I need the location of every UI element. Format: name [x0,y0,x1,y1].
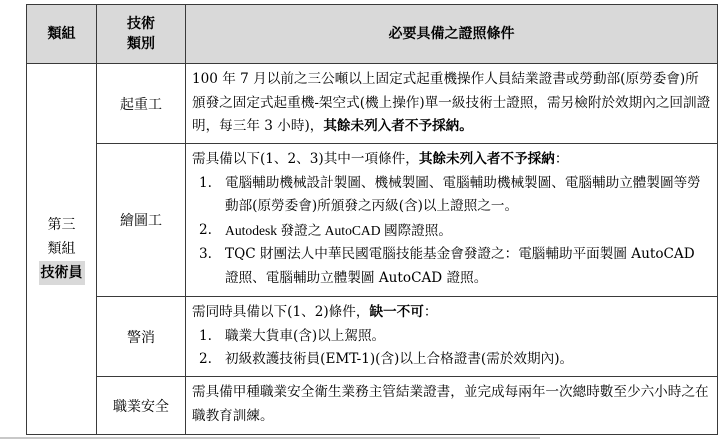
requirement-safety: 需具備甲種職業安全衛生業務主管結業證書，並完成每兩年一次總時數至少六小時之在職教育訓練。 [186,377,718,435]
requirement-crane: 100 年 7 月以前之三公噸以上固定式起重機操作人員結業證書或勞動部(原勞委會)所頒發之固定式起重機-架空式(機上操作)單一級技術士證照，需另檢附於效期內之回訓證明，每三年 3 小時)，其餘未列入者不予採納。 [186,64,718,144]
requirement-drafting [186,144,718,297]
header-row [27,5,718,64]
table-row-safety [27,377,718,435]
category-fire: 警消 [97,297,186,377]
group-cell: 第三 類組 技術員 [27,64,97,435]
list-item: 1. 職業大貨車(含)以上駕照。 [199,327,386,344]
category-drafting: 繪圖工 [97,144,186,297]
certification-requirements-table [26,4,718,435]
header-requirement: 必要具備之證照條件 [186,5,718,64]
header-category: 技術 類別 [97,5,186,64]
group-highlight: 技術員 [39,261,85,285]
list-item: 3. TQC 財團法人中華民國電腦技能基金會發證之：電腦輔助平面製圖 AutoCAD 證照、電腦輔助立體製圖 AutoCAD 證照。 [199,246,695,286]
table-row-fire [27,297,718,377]
page-divider [0,437,540,439]
list-item: 1. 電腦輔助機械設計製圖、機械製圖、電腦輔助機械製圖、電腦輔助立體製圖等勞動部(原勞委會)所頒發之丙級(含)以上證照之一。 [199,174,701,214]
requirement-fire [186,297,718,377]
fire-intro: 需同時具備以下(1、2)條件，缺一不可： [192,304,438,320]
header-group: 類組 [27,5,97,64]
list-item: 2. Autodesk 發證之 AutoCAD 國際證照。 [199,221,452,238]
table-row-crane [27,64,718,144]
drafting-intro: 需具備以下(1、2、3)其中一項條件，其餘未列入者不予採納： [192,151,569,167]
table-row-drafting [27,144,718,297]
list-item: 2. 初級救護技術員(EMT-1)(含)以上合格證書(需於效期內)。 [199,351,574,367]
category-safety: 職業安全 [97,377,186,435]
category-crane: 起重工 [97,64,186,144]
